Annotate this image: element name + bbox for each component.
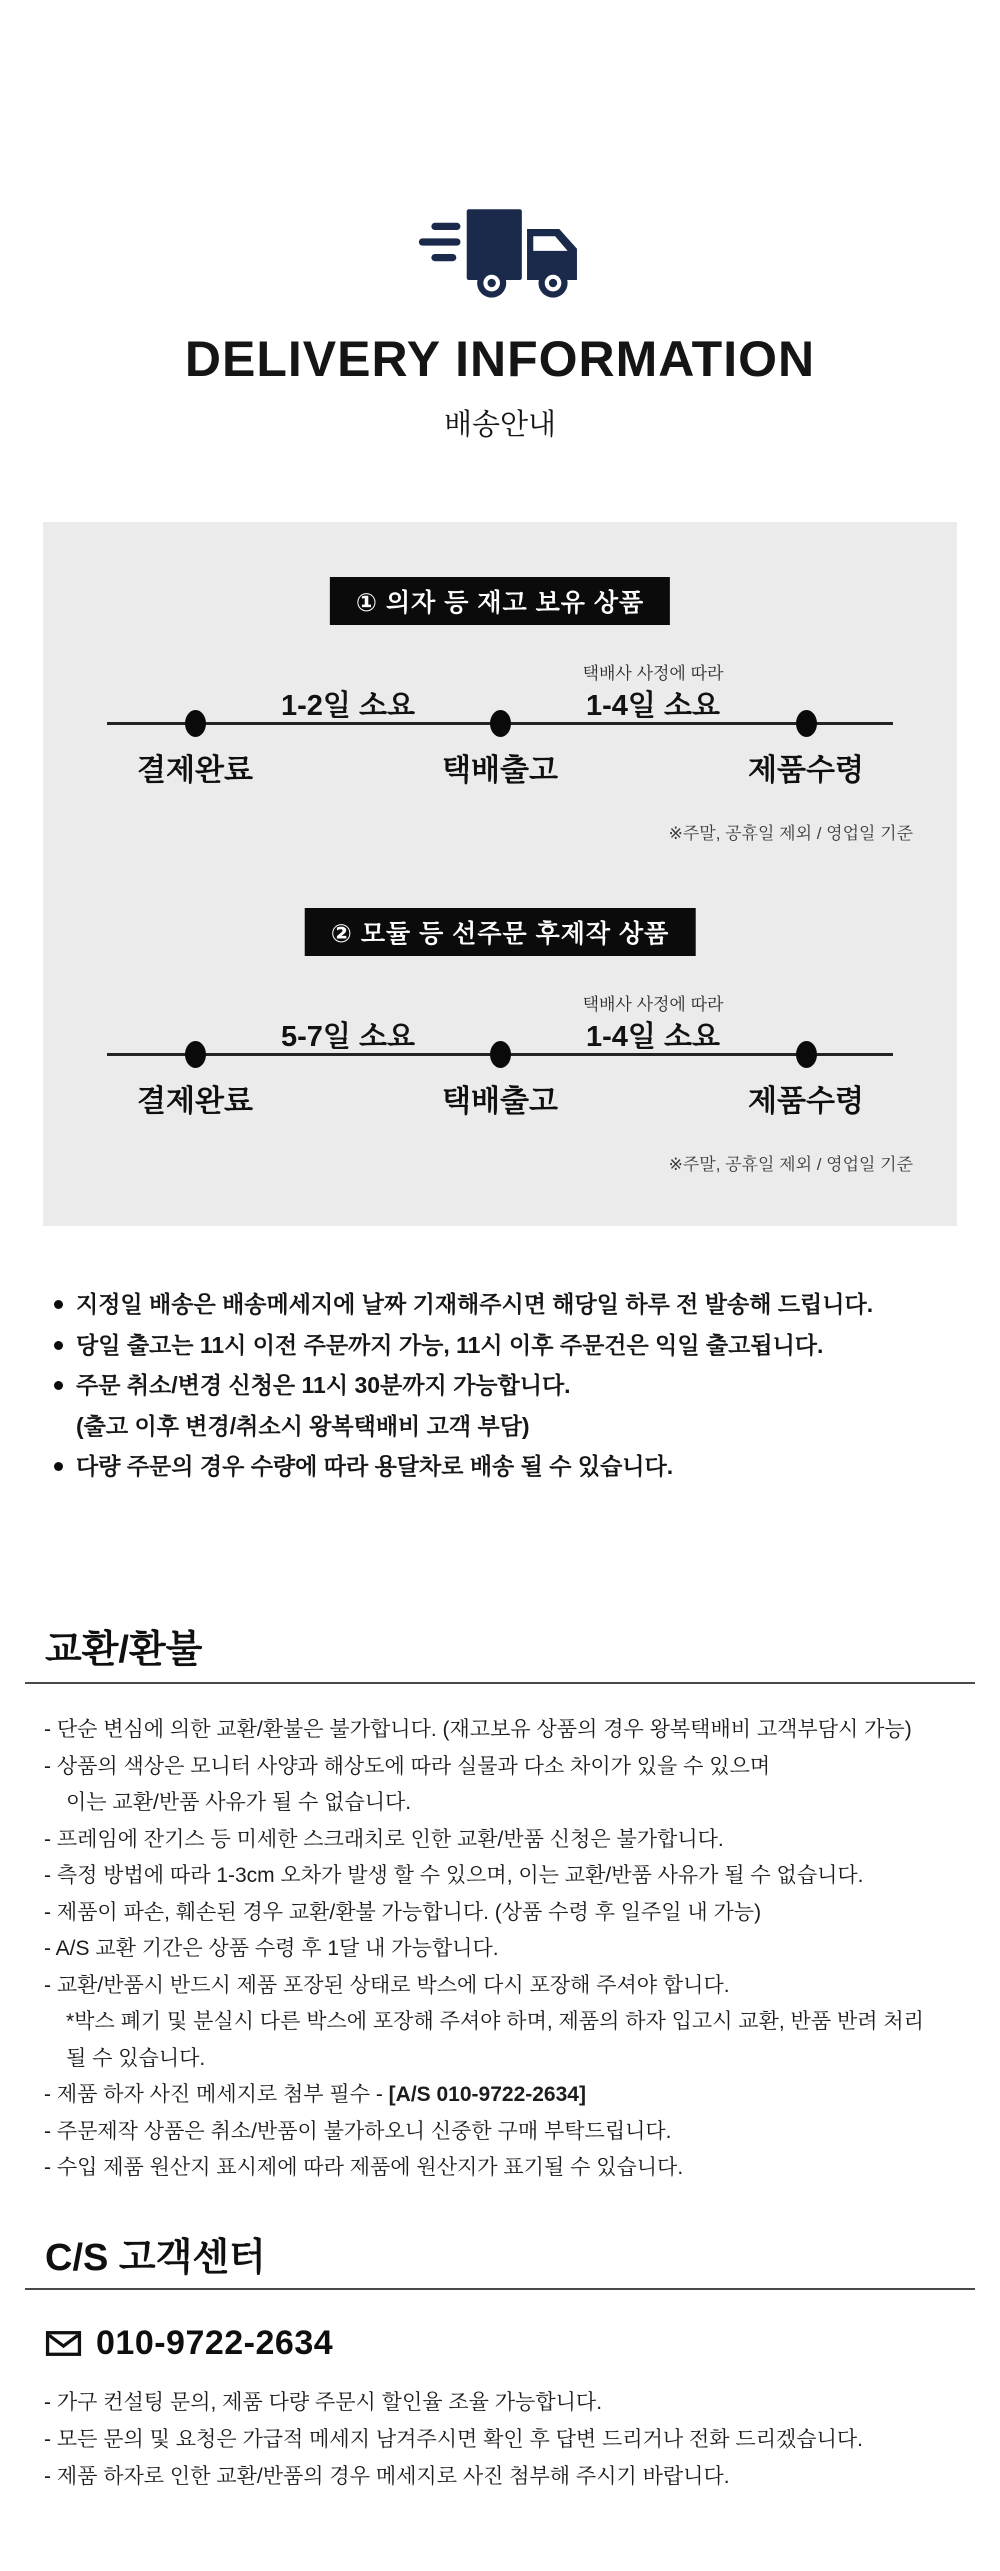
delivery-note-text: (출고 이후 변경/취소시 왕복택배비 고객 부담) [76, 1412, 530, 1439]
section2-dot-3 [796, 1041, 817, 1068]
delivery-note-item-continuation [54, 1406, 974, 1447]
section2-duration-left: 5-7일 소요 [280, 1021, 416, 1053]
section2-dot-2 [490, 1041, 511, 1068]
cs-section-heading: C/S 고객센터 [45, 2237, 266, 2279]
section1-duration-left: 1-2일 소요 [280, 690, 416, 722]
refund-section-divider [25, 1682, 975, 1684]
refund-policy-item: - 주문제작 상품은 취소/반품이 불가하오니 신중한 구매 부탁드립니다. [44, 2119, 672, 2143]
section2-duration-right: 1-4일 소요 [585, 1021, 721, 1053]
refund-policy-item-continuation: 이는 교환/반품 사유가 될 수 없습니다. [66, 1791, 412, 1814]
section2-courier-note: 택배사 사정에 따라 [582, 995, 724, 1014]
delivery-note-item [54, 1365, 974, 1406]
section2-step-payment: 결제완료 [137, 1085, 253, 1118]
cs-note-item: - 제품 하자로 인한 교환/반품의 경우 메세지로 사진 첨부해 주시기 바랍니다. [44, 2465, 730, 2488]
section1-step-receipt: 제품수령 [748, 754, 864, 787]
refund-section-heading: 교환/환불 [45, 1629, 203, 1671]
speed-line-top [431, 223, 460, 230]
delivery-note-item [54, 1446, 974, 1487]
section1-dot-2 [490, 710, 511, 737]
section2-step-shipping: 택배출고 [442, 1085, 558, 1118]
speed-line-middle [419, 238, 461, 245]
bullet-icon [54, 1341, 63, 1350]
section1-duration-right: 1-4일 소요 [585, 690, 721, 722]
delivery-note-item [54, 1325, 974, 1366]
delivery-note-text: 다량 주문의 경우 수량에 따라 용달차로 배송 될 수 있습니다. [76, 1453, 674, 1479]
delivery-note-item [54, 1284, 974, 1325]
page-subtitle: 배송안내 [443, 409, 557, 441]
refund-policy-item: - A/S 교환 기간은 상품 수령 후 1달 내 가능합니다. [44, 1937, 499, 1960]
delivery-notes-list [54, 1284, 974, 1487]
cs-phone-number: 010-9722-2634 [96, 2324, 334, 2362]
page-title: DELIVERY INFORMATION [184, 331, 816, 387]
bullet-icon [54, 1300, 63, 1309]
refund-policy-item: - 상품의 색상은 모니터 사양과 해상도에 따라 실물과 다소 차이가 있을 수 있으며 [44, 1754, 771, 1778]
refund-policy-item: - 교환/반품시 반드시 제품 포장된 상태로 박스에 다시 포장해 주셔야 합니다. [44, 1973, 730, 1997]
bullet-icon [54, 1462, 63, 1471]
section1-step-shipping: 택배출고 [442, 754, 558, 787]
refund-policy-item: - 프레임에 잔기스 등 미세한 스크래치로 인한 교환/반품 신청은 불가합니다. [44, 1827, 724, 1851]
refund-policy-item: - 단순 변심에 의한 교환/환불은 불가합니다. (재고보유 상품의 경우 왕복택배비 고객부담시 가능) [44, 1718, 912, 1741]
cs-section-divider [25, 2288, 975, 2290]
refund-policy-item-continuation: *박스 폐기 및 분실시 다른 박스에 포장해 주셔야 하며, 제품의 하자 입고시 교환, 반품 반려 처리 [66, 2010, 924, 2033]
refund-policy-item: - 수입 제품 원산지 표시제에 따라 제품에 원산지가 표기될 수 있습니다. [44, 2156, 684, 2179]
section2-footnote: ※주말, 공휴일 제외 / 영업일 기준 [668, 1155, 913, 1174]
bullet-icon [54, 1381, 63, 1390]
refund-policy-item: - 측정 방법에 따라 1-3cm 오차가 발생 할 수 있으며, 이는 교환/반품 사유가 될 수 없습니다. [44, 1864, 864, 1887]
refund-policy-list [44, 1712, 984, 2187]
section2-step-receipt: 제품수령 [748, 1085, 864, 1118]
refund-policy-text: - 제품 하자 사진 메세지로 첨부 필수 - [44, 2083, 389, 2106]
delivery-truck-icon [416, 203, 584, 307]
section2-dot-1 [185, 1041, 206, 1068]
cs-note-item: - 모든 문의 및 요청은 가급적 메세지 남겨주시면 확인 후 답변 드리거나 전화 드리겠습니다. [44, 2428, 863, 2451]
cs-notes-list [44, 2384, 984, 2495]
section1-courier-note: 택배사 사정에 따라 [582, 664, 724, 683]
delivery-note-text: 당일 출고는 11시 이전 주문까지 가능, 11시 이후 주문건은 익일 출고됩니다. [76, 1331, 824, 1358]
speed-line-bottom [431, 254, 456, 261]
refund-policy-item [44, 2077, 984, 2114]
delivery-note-text: 지정일 배송은 배송메세지에 날짜 기재해주시면 해당일 하루 전 발송해 드립니다. [76, 1291, 874, 1317]
section1-step-payment: 결제완료 [137, 754, 253, 787]
delivery-note-text: 주문 취소/변경 신청은 11시 30분까지 가능합니다. [76, 1372, 571, 1398]
envelope-icon [45, 2329, 82, 2358]
cs-note-item: - 가구 컨설팅 문의, 제품 다량 주문시 할인율 조율 가능합니다. [44, 2391, 603, 2414]
section1-footnote: ※주말, 공휴일 제외 / 영업일 기준 [668, 824, 913, 843]
section1-badge: ① 의자 등 재고 보유 상품 [330, 577, 670, 625]
section2-badge: ② 모듈 등 선주문 후제작 상품 [305, 908, 696, 956]
refund-policy-item: - 제품이 파손, 훼손된 경우 교환/환불 가능합니다. (상품 수령 후 일주일 내 가능) [44, 1900, 762, 1924]
delivery-timeline-box [43, 522, 957, 1226]
cs-phone-row [45, 2324, 333, 2363]
as-phone-highlight: [A/S 010-9722-2634] [388, 2083, 586, 2106]
section1-dot-3 [796, 710, 817, 737]
section1-dot-1 [185, 710, 206, 737]
refund-policy-item-continuation: 될 수 있습니다. [66, 2046, 206, 2070]
